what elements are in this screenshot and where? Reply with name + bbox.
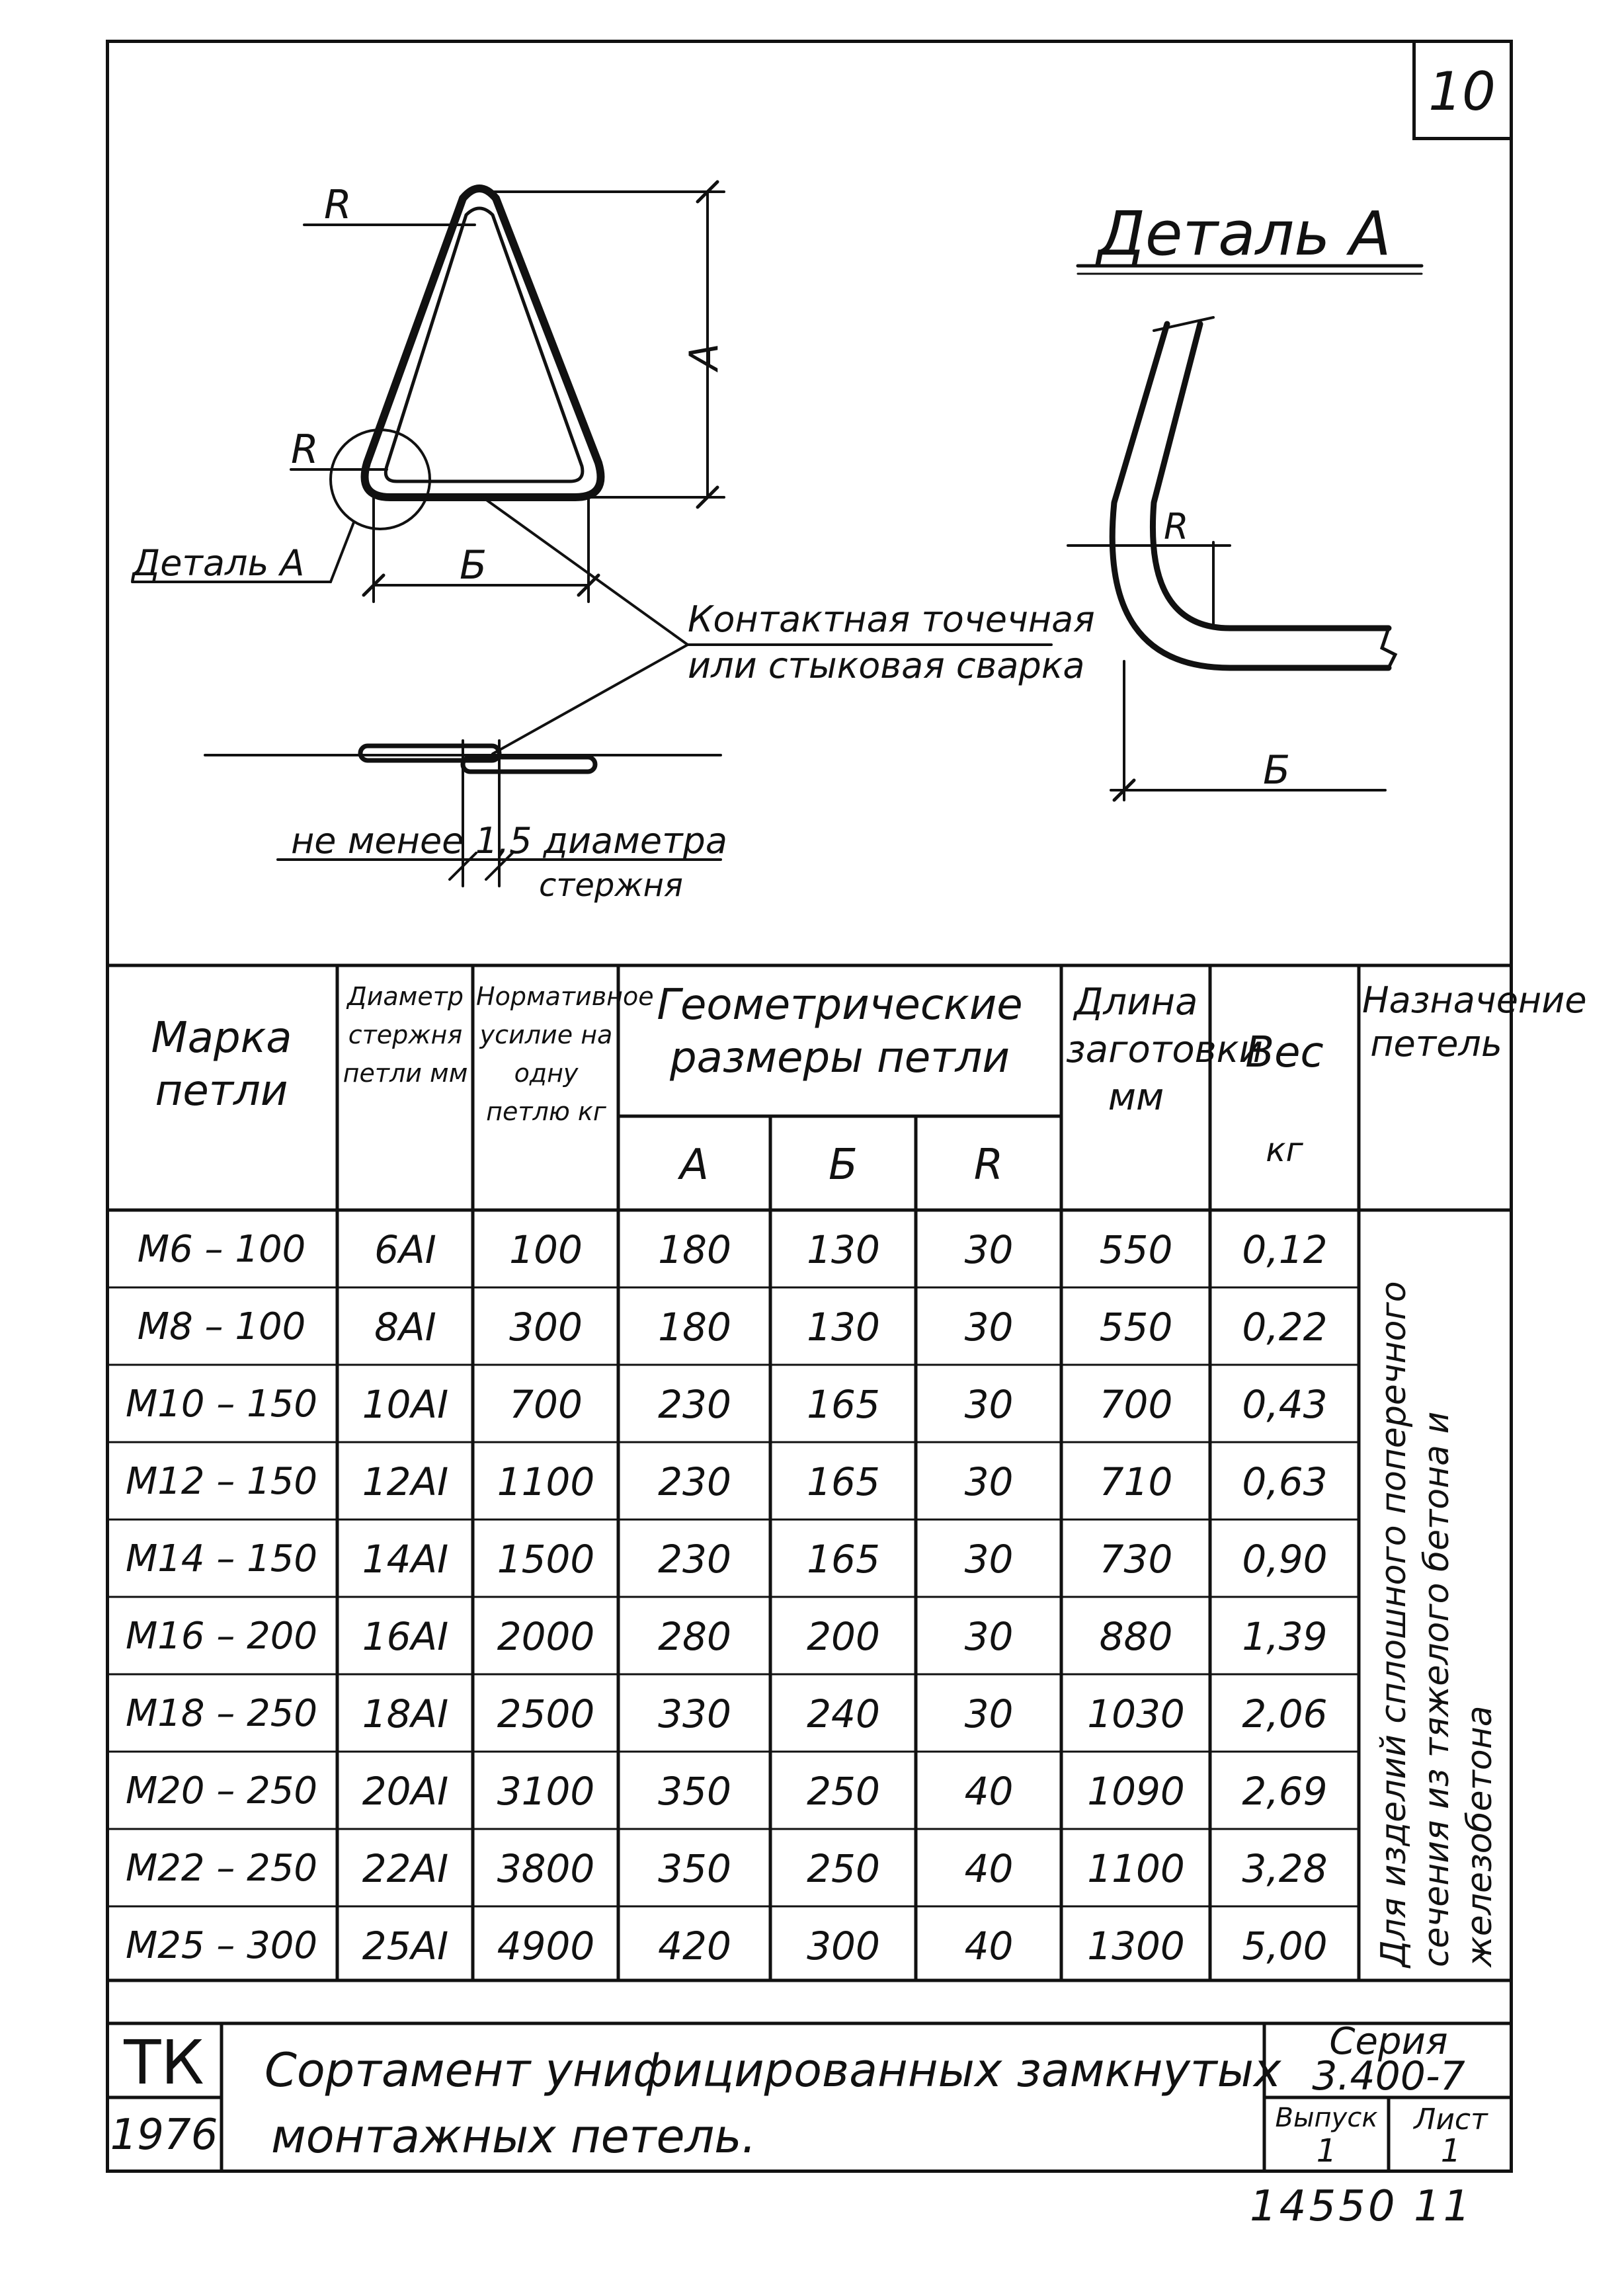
- cell-w: 2,69: [1242, 1769, 1328, 1814]
- cell-force: 3100: [497, 1769, 595, 1814]
- cell-b: 200: [807, 1614, 880, 1659]
- cell-r: 30: [964, 1537, 1014, 1582]
- cell-force: 3800: [497, 1846, 595, 1891]
- cell-force: 2000: [497, 1614, 595, 1659]
- cell-a: 330: [658, 1691, 731, 1736]
- cell-a: 420: [658, 1924, 731, 1968]
- cell-a: 180: [658, 1227, 731, 1272]
- cell-len: 550: [1099, 1305, 1173, 1350]
- header-r: R: [973, 1141, 1004, 1190]
- header-purpose: Назначение петель: [1362, 979, 1587, 1065]
- footer-number: 14550 11: [1250, 2182, 1473, 2231]
- cell-force: 1500: [497, 1537, 595, 1582]
- cell-r: 30: [964, 1614, 1014, 1659]
- cell-w: 5,00: [1242, 1924, 1328, 1968]
- weld-note-line1: Контактная точечная: [688, 598, 1095, 640]
- cell-mark: М22 – 250: [125, 1847, 318, 1890]
- header-length: Длина заготовки мм: [1066, 981, 1263, 1119]
- cell-r: 40: [964, 1846, 1014, 1891]
- cell-dia: 8АI: [374, 1305, 436, 1350]
- org-code: ТК: [124, 2027, 204, 2098]
- cell-w: 0,12: [1242, 1227, 1328, 1272]
- cell-r: 30: [964, 1691, 1014, 1736]
- cell-dia: 16АI: [362, 1614, 449, 1659]
- cell-mark: М16 – 200: [125, 1615, 318, 1658]
- cell-mark: М10 – 150: [125, 1383, 318, 1426]
- issue-value: 1: [1316, 2132, 1337, 2170]
- header-weight-unit: кг: [1266, 1131, 1303, 1169]
- cell-mark: М25 – 300: [125, 1924, 318, 1967]
- sheet-number: 10: [1428, 61, 1496, 122]
- cell-w: 3,28: [1242, 1846, 1328, 1891]
- cell-r: 30: [964, 1227, 1014, 1272]
- cell-b: 165: [807, 1537, 880, 1582]
- cell-len: 1090: [1087, 1769, 1185, 1814]
- cell-dia: 22АI: [362, 1846, 449, 1891]
- label-a: А: [681, 343, 727, 370]
- header-a: А: [680, 1141, 709, 1190]
- cell-a: 180: [658, 1305, 731, 1350]
- header-mark: Марка петли: [151, 1014, 292, 1116]
- cell-dia: 20АI: [362, 1769, 449, 1814]
- cell-a: 350: [658, 1769, 731, 1814]
- cell-mark: М18 – 250: [125, 1692, 318, 1735]
- weld-note-line2: или стыковая сварка: [688, 645, 1085, 686]
- cell-b: 250: [807, 1769, 880, 1814]
- overlap-note-2: стержня: [539, 867, 683, 904]
- cell-a: 230: [658, 1537, 731, 1582]
- cell-dia: 12АI: [362, 1459, 449, 1504]
- cell-w: 0,43: [1242, 1382, 1328, 1427]
- header-weight: Вес: [1245, 1028, 1324, 1077]
- cell-force: 100: [509, 1227, 583, 1272]
- doc-title-line1: Сортамент унифицированных замкнутых: [264, 2043, 1281, 2097]
- cell-force: 1100: [497, 1459, 595, 1504]
- cell-len: 1030: [1087, 1691, 1185, 1736]
- detail-label-b: Б: [1263, 747, 1291, 793]
- cell-dia: 6АI: [374, 1227, 436, 1272]
- cell-w: 2,06: [1242, 1691, 1328, 1736]
- cell-w: 0,90: [1242, 1537, 1328, 1582]
- header-b: Б: [829, 1141, 858, 1190]
- label-b: Б: [460, 542, 487, 588]
- purpose-text-3: железобетона: [1460, 1705, 1500, 1967]
- cell-mark: М8 – 100: [137, 1305, 306, 1348]
- purpose-text-1: Для изделий сплошного поперечного: [1374, 1281, 1414, 1967]
- overlap-note: не менее 1,5 диаметра: [291, 820, 727, 862]
- cell-force: 700: [509, 1382, 583, 1427]
- cell-dia: 10АI: [362, 1382, 449, 1427]
- purpose-text-2: сечения из тяжелого бетона и: [1417, 1411, 1457, 1967]
- cell-r: 40: [964, 1924, 1014, 1968]
- cell-b: 250: [807, 1846, 880, 1891]
- cell-b: 130: [807, 1305, 880, 1350]
- cell-r: 30: [964, 1305, 1014, 1350]
- cell-a: 280: [658, 1614, 731, 1659]
- cell-r: 40: [964, 1769, 1014, 1814]
- cell-force: 300: [509, 1305, 583, 1350]
- cell-dia: 14АI: [362, 1537, 449, 1582]
- cell-len: 710: [1099, 1459, 1173, 1504]
- cell-mark: М14 – 150: [125, 1537, 318, 1580]
- cell-len: 550: [1099, 1227, 1173, 1272]
- cell-len: 700: [1099, 1382, 1173, 1427]
- cell-a: 230: [658, 1459, 731, 1504]
- sheet-label: Лист: [1414, 2103, 1488, 2136]
- detail-label-r: R: [1164, 506, 1189, 548]
- label-r-top: R: [324, 182, 352, 228]
- cell-b: 240: [807, 1691, 880, 1736]
- cell-len: 730: [1099, 1537, 1173, 1582]
- sheet-value: 1: [1440, 2132, 1461, 2170]
- cell-r: 30: [964, 1382, 1014, 1427]
- doc-title-line2: монтажных петель.: [271, 2109, 756, 2164]
- header-force: Нормативное усилие на одну петлю кг: [476, 982, 654, 1126]
- cell-force: 4900: [497, 1924, 595, 1968]
- cell-r: 30: [964, 1459, 1014, 1504]
- cell-force: 2500: [497, 1691, 595, 1736]
- cell-a: 350: [658, 1846, 731, 1891]
- cell-len: 1300: [1087, 1924, 1185, 1968]
- cell-dia: 18АI: [362, 1691, 449, 1736]
- series-label: Серия: [1329, 2020, 1448, 2063]
- year: 1976: [110, 2111, 218, 2160]
- header-diameter: Диаметр стержня петли мм: [343, 982, 468, 1088]
- cell-a: 230: [658, 1382, 731, 1427]
- header-geometry: Геометрические размеры петли: [657, 981, 1023, 1082]
- cell-b: 165: [807, 1382, 880, 1427]
- cell-w: 0,22: [1242, 1305, 1328, 1350]
- cell-len: 1100: [1087, 1846, 1185, 1891]
- cell-mark: М12 – 150: [125, 1460, 318, 1503]
- series-value: 3.400-7: [1312, 2053, 1465, 2099]
- cell-dia: 25АI: [362, 1924, 449, 1968]
- detail-a-callout: Деталь А: [132, 542, 305, 584]
- detail-title: Деталь А: [1098, 198, 1391, 269]
- cell-b: 165: [807, 1459, 880, 1504]
- cell-w: 1,39: [1242, 1614, 1328, 1659]
- cell-len: 880: [1099, 1614, 1173, 1659]
- cell-mark: М6 – 100: [137, 1228, 306, 1271]
- cell-b: 130: [807, 1227, 880, 1272]
- issue-label: Выпуск: [1275, 2103, 1378, 2133]
- cell-b: 300: [807, 1924, 880, 1968]
- cell-mark: М20 – 250: [125, 1769, 318, 1812]
- label-r-left: R: [291, 426, 319, 473]
- cell-w: 0,63: [1242, 1459, 1328, 1504]
